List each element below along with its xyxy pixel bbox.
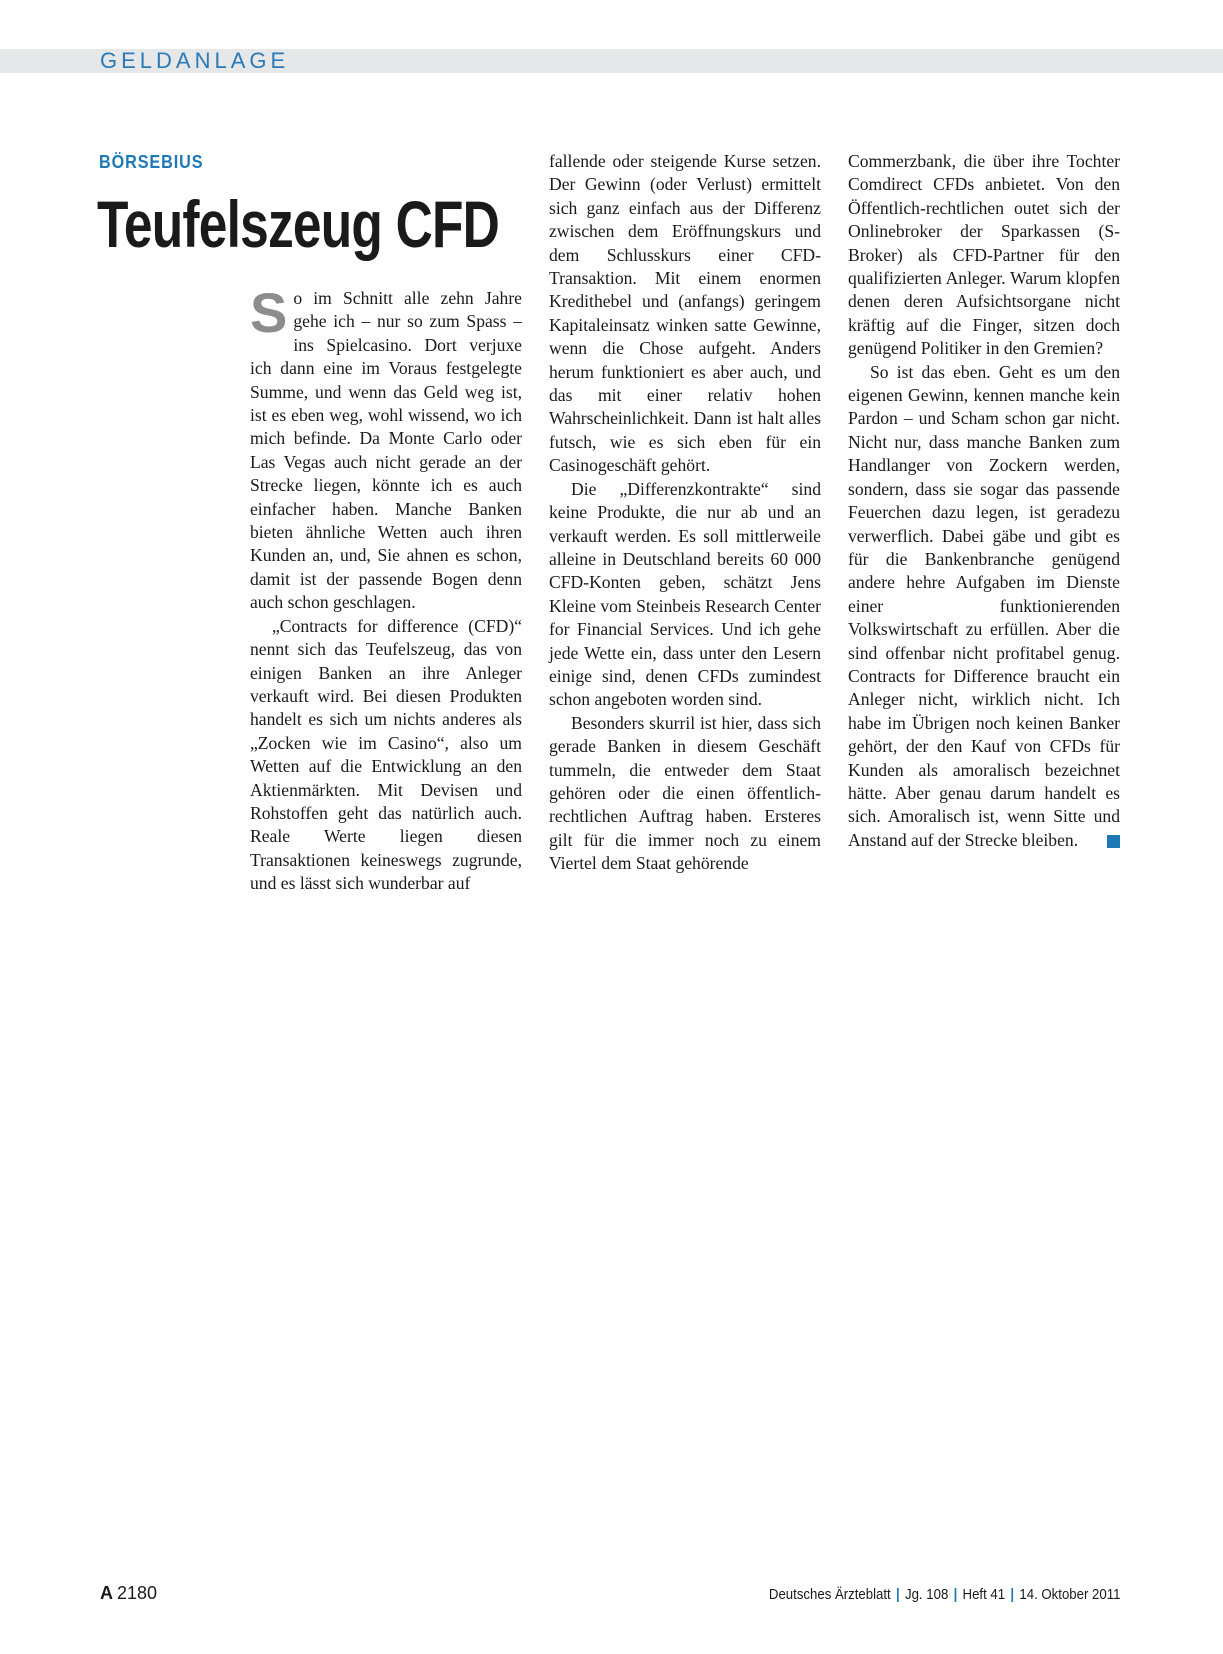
separator: | (953, 1586, 957, 1603)
drop-cap: S (250, 281, 288, 344)
article-column-1 (250, 281, 522, 896)
article-title: Teufelszeug CFD (97, 187, 500, 261)
paragraph-text: o im Schnitt alle zehn Jahre gehe ich – nur so zum Spass – ins Spielcasino. Dort verjuxe ich dann eine im Voraus festgelegte Summe, und wenn das Geld weg ist, ist es eben weg, wohl wissend, wo ich mich befinde. Da Monte Carlo oder Las Vegas auch nicht gerade an der Strecke liegen, könnte ich es auch einfacher haben. Manche Banken bieten ähnliche Wetten auch ihren Kunden an, und, Sie ahnen es schon, damit ist der passende Bogen denn auch schon geschlagen. (250, 288, 522, 613)
paragraph (848, 361, 1120, 853)
page-number-value: 2180 (117, 1583, 158, 1603)
page-number (100, 1583, 157, 1604)
paragraph-text: So ist das eben. Geht es um den eigenen Gewinn, kennen manche kein Pardon – und Scham schon gar nicht. Nicht nur, dass manche Banken zum Handlanger von Zockern werden, sondern, dass sie sogar das passende Feuerchen dazu legen, ist geradezu verwerflich. Dabei gäbe und gibt es für die Bankenbranche genügend andere hehre Aufgaben im Dienste einer funktionierenden Volkswirtschaft zu erfüllen. Aber die sind offenbar nicht profitabel genug. Contracts for Difference braucht ein Anleger nicht, wirklich nicht. Ich habe im Übrigen noch keinen Banker gehört, der den Kauf von CFDs für Kunden als amoralisch bezeichnet hätte. Aber genau darum handelt es sich. Amoralisch ist, wenn Sitte und Anstand auf der Strecke bleiben. (848, 361, 1120, 850)
journal-issue: Heft 41 (962, 1586, 1005, 1603)
paragraph: Besonders skurril ist hier, dass sich gerade Banken in diesem Geschäft tummeln, die entweder dem Staat gehören oder die einen öffentlich-rechtlichen Auftrag haben. Ersteres gilt für die immer noch zu einem Viertel dem Staat gehörende (549, 712, 821, 874)
end-of-article-square-icon (1107, 835, 1120, 848)
separator: | (1009, 1586, 1014, 1603)
article-kicker: BÖRSEBIUS (99, 152, 204, 172)
paragraph: „Contracts for difference (CFD)“ nennt sich das Teufelszeug, das von einigen Banken an ihre Anleger verkauft wird. Bei diesen Produkten handelt es sich um nichts anderes als „Zocken wie im Casino“, also um Wetten auf die Entwicklung an den Aktienmärkten. Mit Devisen und Rohstoffen geht das natürlich auch. Reale Werte liegen diesen Transaktionen keineswegs zugrunde, und es lässt sich wunderbar auf (250, 615, 522, 894)
section-label: GELDANLAGE (100, 48, 290, 73)
journal-info (769, 1586, 1120, 1603)
article-column-3 (848, 150, 1120, 852)
journal-name: Deutsches Ärzteblatt (768, 1586, 891, 1603)
paragraph (250, 281, 522, 615)
article-column-2 (549, 150, 821, 876)
paragraph: Die „Differenzkontrakte“ sind keine Produkte, die nur ab und an verkauft werden. Es soll mittlerweile alleine in Deutschland bereits 60 000 CFD-Konten geben, schätzt Jens Kleine vom Steinbeis Research Center for Financial Services. Und ich gehe jede Wette ein, dass unter den Lesern einige sind, denen CFDs zumindest schon angeboten worden sind. (549, 478, 821, 710)
separator: | (895, 1586, 900, 1603)
journal-date: 14. Oktober 2011 (1018, 1586, 1120, 1603)
page-letter: A (100, 1583, 113, 1603)
paragraph: Commerzbank, die über ihre Tochter Comdirect CFDs anbietet. Von den Öffentlich-rechtlichen outet sich der Onlinebroker der Sparkassen (S-Broker) als CFD-Partner für den qualifizierten Anleger. Warum klopfen denen deren Aufsichtsorgane nicht kräftig auf die Finger, sitzen doch genügend Politiker in den Gremien? (848, 151, 1120, 359)
journal-volume: Jg. 108 (904, 1586, 948, 1603)
paragraph: fallende oder steigende Kurse setzen. Der Gewinn (oder Verlust) ermittelt sich ganz einfach aus der Differenz zwischen dem Eröffnungskurs und dem Schlusskurs einer CFD-Transaktion. Mit einem enormen Kredithebel und (anfangs) geringem Kapitaleinsatz winken satte Gewinne, wenn die Chose aufgeht. Anders herum funktioniert es aber auch, und das mit einer relativ hohen Wahrscheinlichkeit. Dann ist halt alles futsch, wie es sich eben für ein Casinogeschäft gehört. (549, 151, 821, 476)
